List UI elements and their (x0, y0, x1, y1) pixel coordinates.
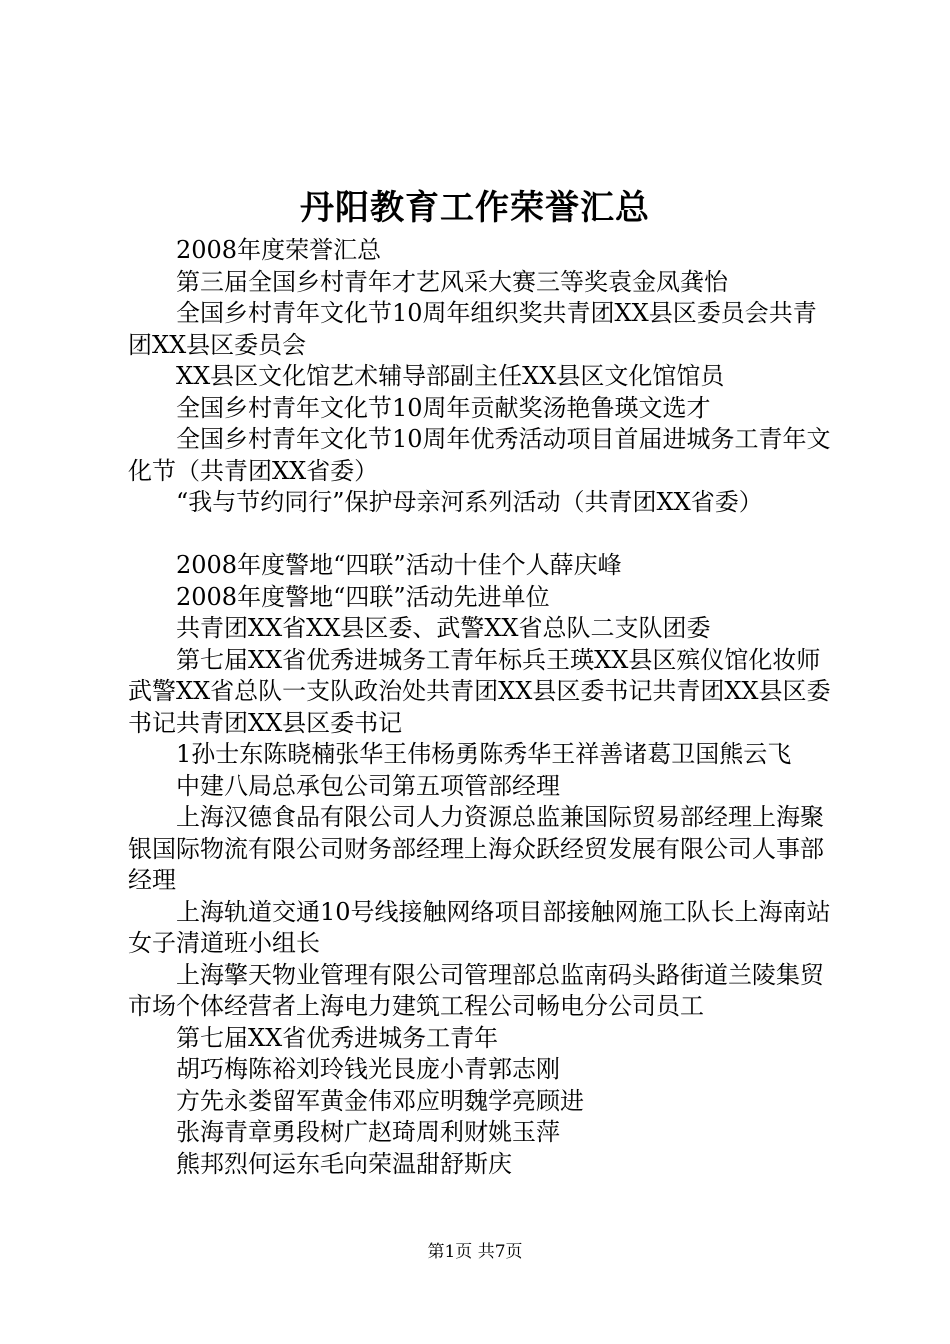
paragraph: 方先永娄留军黄金伟邓应明魏学亮顾进 (176, 1086, 584, 1115)
paragraph: 全国乡村青年文化节10周年贡献奖汤艳鲁瑛文选才 (176, 393, 711, 422)
paragraph: 张海青章勇段树广赵琦周利财姚玉萍 (176, 1118, 560, 1146)
paragraph: 第七届XX省优秀进城务工青年 (176, 1023, 499, 1052)
paragraph: 2008年度警地“四联”活动先进单位 (176, 582, 550, 611)
paragraph: 2008年度荣誉汇总 (176, 236, 382, 264)
paragraph: 中建八局总承包公司第五项管部经理 (176, 771, 560, 800)
document-body (128, 235, 836, 1180)
paragraph: “我与节约同行”保护母亲河系列活动（共青团XX省委） (176, 488, 763, 516)
blank-line (128, 519, 836, 551)
paragraph: 2008年度警地“四联”活动十佳个人薛庆峰 (176, 551, 622, 579)
page-footer: 第1页 共7页 (427, 1242, 523, 1262)
paragraph: 第七届XX省优秀进城务工青年标兵王瑛XX县区殡仪馆化妆师武警XX省总队一支队政治处共青团XX县区委书记共青团XX县区委书记共青团XX县区委书记 (128, 645, 831, 737)
paragraph: 全国乡村青年文化节10周年组织奖共青团XX县区委员会共青团XX县区委员会 (128, 299, 817, 359)
page-title: 丹阳教育工作荣誉汇总 (300, 188, 650, 228)
paragraph: 共青团XX省XX县区委、武警XX省总队二支队团委 (176, 614, 711, 642)
paragraph: XX县区文化馆艺术辅导部副主任XX县区文化馆馆员 (176, 362, 725, 390)
paragraph: 上海轨道交通10号线接触网络项目部接触网施工队长上海南站女子清道班小组长 (128, 897, 831, 957)
paragraph: 胡巧梅陈裕刘玲钱光艮庞小青郭志刚 (176, 1055, 560, 1083)
paragraph: 第三届全国乡村青年才艺风采大赛三等奖袁金凤龚怡 (176, 267, 728, 296)
paragraph: 上海擎天物业管理有限公司管理部总监南码头路街道兰陵集贸市场个体经营者上海电力建筑工程公司畅电分公司员工 (128, 960, 824, 1020)
paragraph: 熊邦烈何运东毛向荣温甜舒斯庆 (176, 1149, 512, 1178)
paragraph: 上海汉德食品有限公司人力资源总监兼国际贸易部经理上海聚银国际物流有限公司财务部经理上海众跃经贸发展有限公司人事部经理 (128, 803, 824, 894)
paragraph: 1孙士东陈晓楠张华王伟杨勇陈秀华王祥善诸葛卫国熊云飞 (176, 740, 792, 768)
paragraph: 全国乡村青年文化节10周年优秀活动项目首届进城务工青年文化节（共青团XX省委） (128, 425, 831, 485)
